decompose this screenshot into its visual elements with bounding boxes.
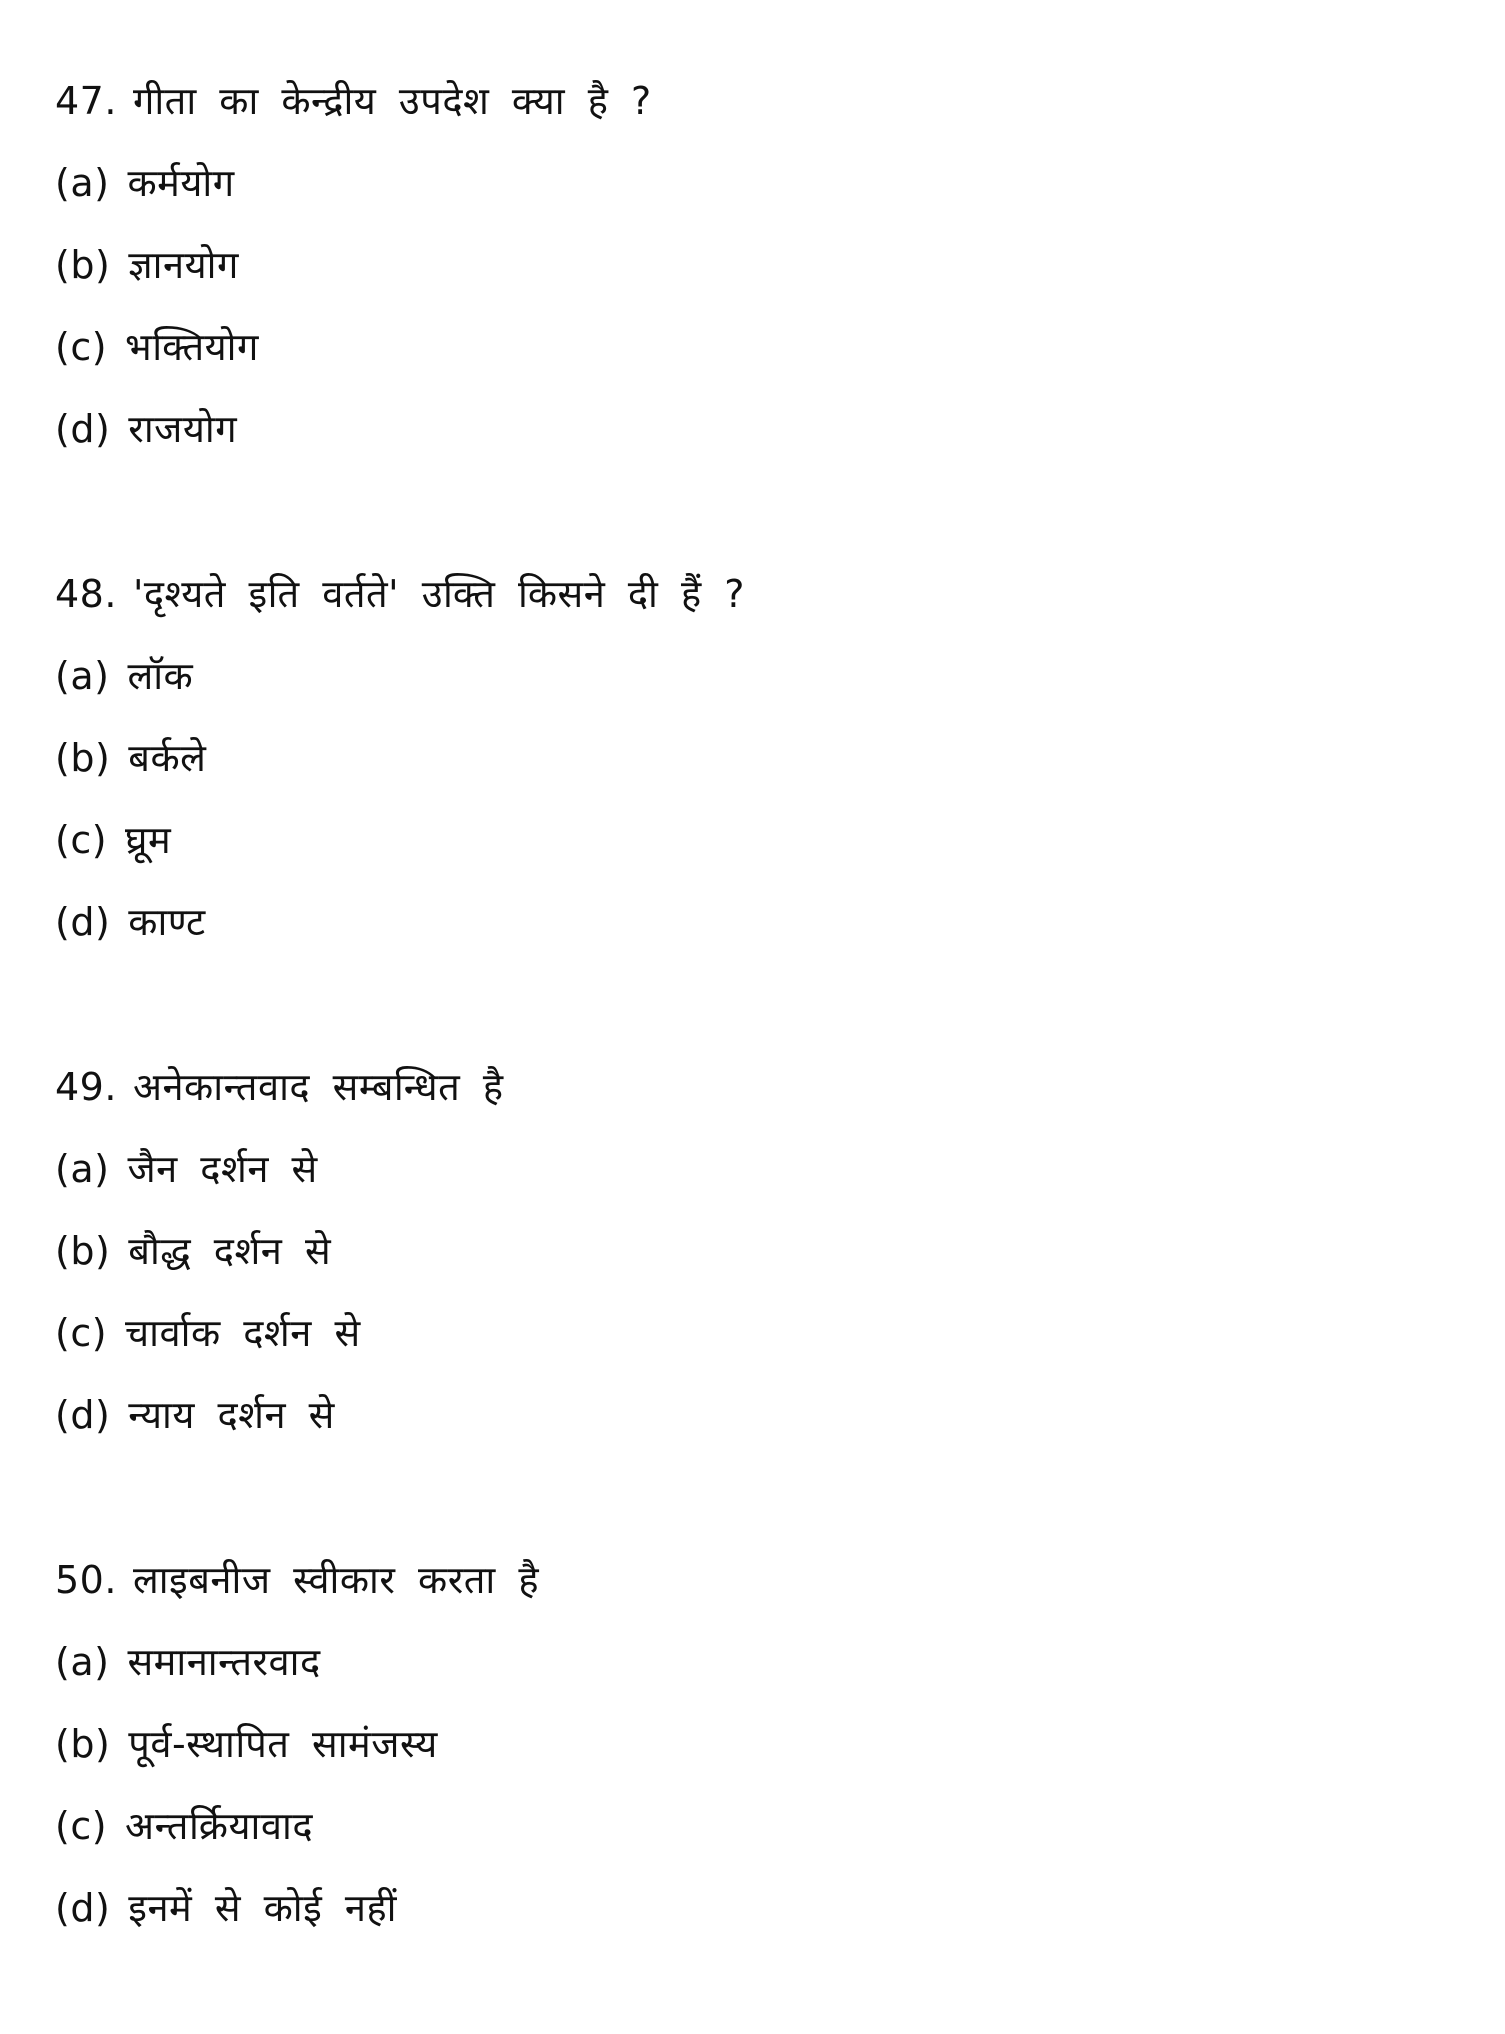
option-c [55,1785,1455,1867]
option-key: (d) [55,1886,111,1930]
option-a [55,1128,1455,1210]
option-b [55,1703,1455,1785]
option-text: समानान्तरवाद [127,1640,321,1684]
option-key: (b) [55,243,111,287]
question-number: 49. [55,1065,117,1109]
question-50 [55,1539,1455,1949]
question-text: अनेकान्तवाद सम्बन्धित है [132,1065,504,1109]
option-text: इनमें से कोई नहीं [128,1886,397,1930]
option-key: (a) [55,161,110,205]
option-key: (d) [55,407,111,451]
option-text: ज्ञानयोग [128,243,239,287]
option-key: (a) [55,654,110,698]
option-text: काण्ट [128,900,206,944]
question-47 [55,60,1455,470]
option-d [55,388,1455,470]
option-d [55,881,1455,963]
option-text: लॉक [127,654,194,698]
question-text-line [55,1046,1455,1128]
question-number: 47. [55,79,117,123]
question-text-line [55,1539,1455,1621]
option-key: (b) [55,736,111,780]
question-text-line [55,553,1455,635]
option-key: (d) [55,900,111,944]
option-a [55,142,1455,224]
question-text-line [55,60,1455,142]
option-key: (c) [55,325,108,369]
option-key: (c) [55,1804,108,1848]
option-c [55,306,1455,388]
option-c [55,1292,1455,1374]
option-text: घ्रूम [125,818,172,862]
option-text: कर्मयोग [127,161,235,205]
option-key: (a) [55,1640,110,1684]
option-text: भक्तियोग [125,325,259,369]
question-text: लाइबनीज स्वीकार करता है [132,1558,539,1602]
question-49 [55,1046,1455,1456]
option-b [55,1210,1455,1292]
question-number: 48. [55,572,117,616]
option-text: चार्वाक दर्शन से [125,1311,361,1355]
option-text: अन्तर्क्रियावाद [125,1804,313,1848]
option-key: (b) [55,1229,111,1273]
option-text: जैन दर्शन से [127,1147,318,1191]
question-48 [55,553,1455,963]
option-key: (b) [55,1722,111,1766]
option-key: (c) [55,818,108,862]
option-b [55,717,1455,799]
option-text: पूर्व-स्थापित सामंजस्य [128,1722,438,1766]
option-c [55,799,1455,881]
option-text: बौद्ध दर्शन से [128,1229,332,1273]
option-d [55,1374,1455,1456]
option-key: (a) [55,1147,110,1191]
option-text: राजयोग [128,407,238,451]
option-text: बर्कले [128,736,207,780]
question-number: 50. [55,1558,117,1602]
option-key: (c) [55,1311,108,1355]
question-text: 'दृश्यते इति वर्तते' उक्ति किसने दी हैं ? [132,572,745,616]
option-d [55,1867,1455,1949]
option-a [55,635,1455,717]
option-text: न्याय दर्शन से [128,1393,335,1437]
option-key: (d) [55,1393,111,1437]
question-text: गीता का केन्द्रीय उपदेश क्या है ? [132,79,652,123]
option-a [55,1621,1455,1703]
option-b [55,224,1455,306]
